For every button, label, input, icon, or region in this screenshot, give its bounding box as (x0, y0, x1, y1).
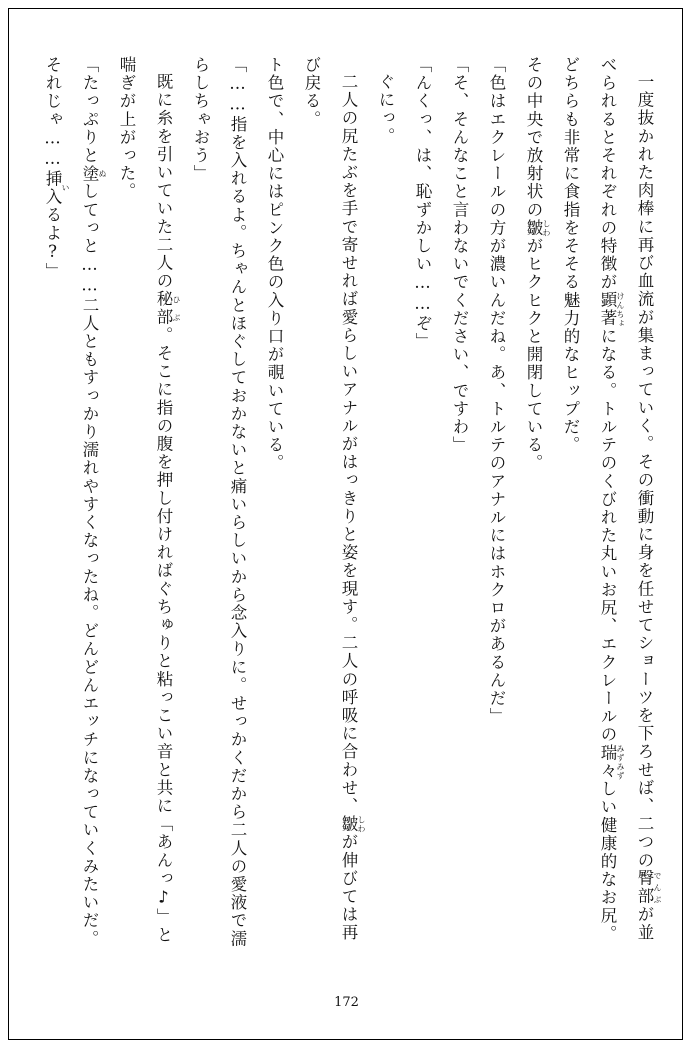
ruby-text: 秘部 ひぶ (154, 289, 181, 326)
paragraph: ぐにっ。 (376, 72, 395, 145)
ruby-text: 塗 ぬ (80, 164, 107, 183)
ruby-text: 皺 しわ (524, 218, 551, 238)
paragraph: 既に糸を引いていた二人の秘部 ひぶ。そこに指の腹を押し付ければぐちゅりと粘っこい音と共に「あんっ♪」と喘ぎが上がった。 (117, 56, 181, 944)
ruby-text: 挿入 い (43, 169, 70, 206)
page-number: 172 (334, 995, 359, 1010)
paragraph: その中央で放射状の皺 しわがヒクヒクと開閉している。 (524, 56, 551, 473)
paragraph: 一度抜かれた肉棒に再び血流が集まっていく。その衝動に身を任せてショーツを下ろせば、二つの臀部 でんぶが並べられるとそれぞれの特徴が顕著 けんちょになる。トルテのくびれた丸いお尻、エクレールの瑞々 みずみずしい健康的なお尻。どちらも非常に食指をそそる魅力的なヒップだ。 (561, 56, 662, 943)
paragraph: ト色で、中心にはピンク色の入り口が覗いている。 (265, 56, 284, 473)
ruby-text: 顕著 けんちょ (598, 291, 625, 328)
paragraph: 二人の尻たぶを手で寄せれば愛らしいアナルがはっきりと姿を現す。二人の呼吸に合わせ、皺 しわが伸びては再び戻る。 (302, 56, 366, 942)
ruby-text: 臀部 でんぶ (635, 868, 662, 906)
paragraph: 「たっぷりと塗 ぬしてっと……二人ともすっかり濡れやすくなったね。どんどんエッチになっていくみたいだ。それじゃ……挿入 いるよ?」 (43, 56, 107, 948)
paragraph: 「そ、そんなこと言わないでください、ですわ」 (450, 56, 469, 455)
paragraph: 「……指を入れるよ。ちゃんとほぐしておかないと痛いらしいから念入りに。せっかくだから二人の愛液で濡らしちゃおう」 (191, 56, 247, 948)
paragraph: 「んくっ、は、恥ずかしい……ぞ」 (413, 56, 432, 351)
ruby-text: 瑞々 みずみず (598, 743, 625, 781)
ruby-text: 皺 しわ (339, 814, 366, 833)
paragraph: 「色はエクレールの方が濃いんだね。あ、トルテのアナルにはホクロがあるんだ」 (487, 56, 506, 726)
vertical-text-body (43, 56, 663, 956)
